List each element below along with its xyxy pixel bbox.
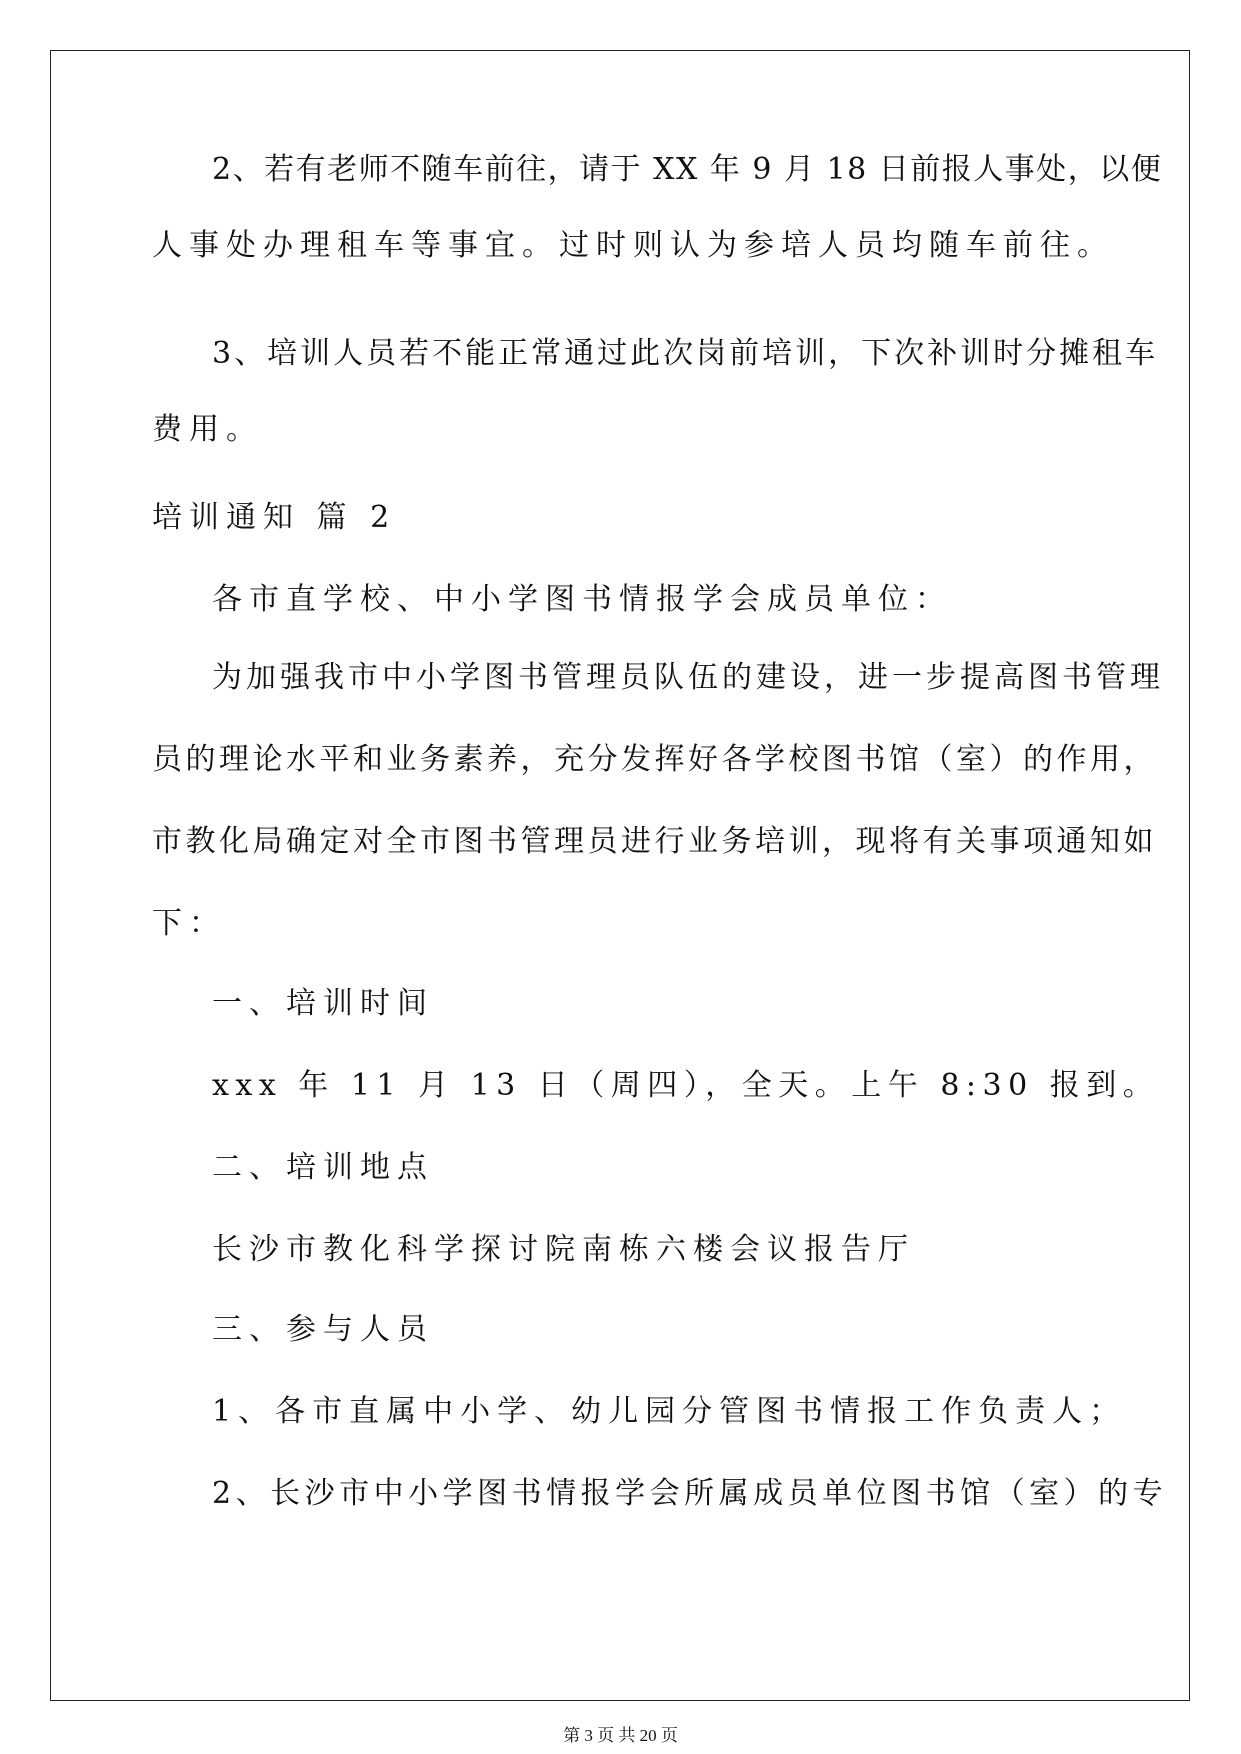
page-number: 第 3 页 共 20 页: [563, 1726, 678, 1745]
paragraph-line: 长沙市教化科学探讨院南栋六楼会议报告厅: [212, 1232, 915, 1267]
paragraph-line: 人事处办理租车等事宜。过时则认为参培人员均随车前往。: [152, 228, 1114, 263]
paragraph-line: 员的理论水平和业务素养，充分发挥好各学校图书馆（室）的作用，: [152, 742, 1157, 777]
list-heading: 一、培训时间: [212, 986, 434, 1021]
salutation-line: 各市直学校、中小学图书情报学会成员单位：: [212, 582, 952, 617]
list-heading: 三、参与人员: [212, 1312, 434, 1347]
paragraph-line: 3、培训人员若不能正常通过此次岗前培训，下次补训时分摊租车: [212, 336, 1159, 371]
section-heading: 培训通知 篇 2: [152, 500, 397, 535]
paragraph-line: 市教化局确定对全市图书管理员进行业务培训，现将有关事项通知如: [152, 824, 1157, 859]
paragraph-line: 下：: [152, 906, 226, 941]
list-item: 2、长沙市中小学图书情报学会所属成员单位图书馆（室）的专: [212, 1476, 1168, 1511]
paragraph-line: 费用。: [152, 412, 263, 447]
list-item: 1、各市直属中小学、幼儿园分管图书情报工作负责人；: [212, 1394, 1127, 1429]
paragraph-line: 为加强我市中小学图书管理员队伍的建设，进一步提高图书管理: [212, 660, 1164, 695]
paragraph-line: 2、若有老师不随车前往，请于 XX 年 9 月 18 日前报人事处，以便: [212, 152, 1163, 187]
page-border: [50, 50, 1190, 1701]
list-heading: 二、培训地点: [212, 1150, 434, 1185]
paragraph-line: xxx 年 11 月 13 日（周四），全天。上午 8:30 报到。: [212, 1068, 1160, 1103]
